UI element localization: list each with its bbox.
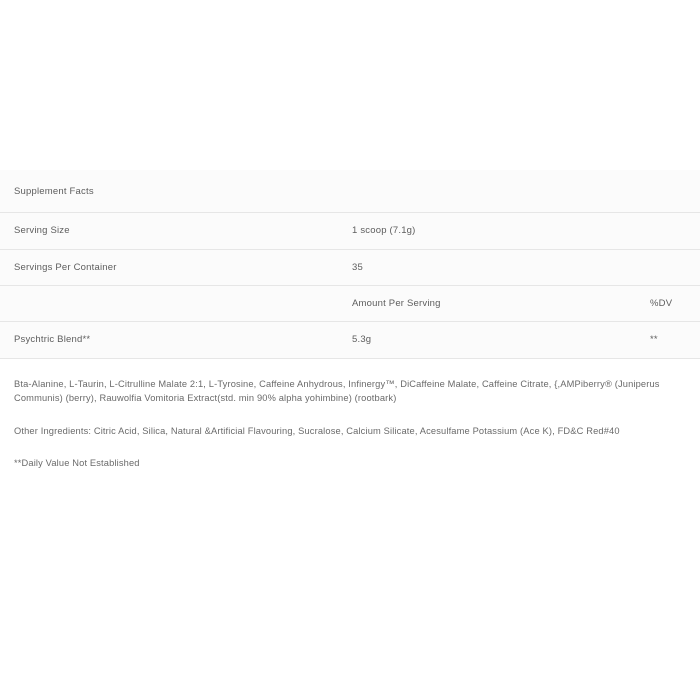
row-label: Servings Per Container xyxy=(0,249,338,285)
supplement-facts-table xyxy=(0,170,700,359)
supplement-facts-title-spacer-2 xyxy=(636,170,700,213)
row-amount: Amount Per Serving xyxy=(338,286,636,322)
table-row xyxy=(0,213,700,249)
supplement-facts-title-spacer-1 xyxy=(338,170,636,213)
row-label: Psychtric Blend** xyxy=(0,322,338,358)
daily-value-note: **Daily Value Not Established xyxy=(14,457,140,468)
row-dv: %DV xyxy=(636,286,700,322)
table-row xyxy=(0,286,700,322)
row-label xyxy=(0,286,338,322)
supplement-facts-title: Supplement Facts xyxy=(0,170,338,213)
row-dv xyxy=(636,213,700,249)
supplement-notes xyxy=(0,359,700,471)
row-amount: 1 scoop (7.1g) xyxy=(338,213,636,249)
table-row xyxy=(0,170,700,213)
row-dv: ** xyxy=(636,322,700,358)
table-row xyxy=(0,249,700,285)
row-label: Serving Size xyxy=(0,213,338,249)
row-amount: 35 xyxy=(338,249,636,285)
row-amount: 5.3g xyxy=(338,322,636,358)
blend-ingredients-note: Bta-Alanine, L-Taurin, L-Citrulline Malate 2:1, L-Tyrosine, Caffeine Anhydrous, Infinergy™, DiCaffeine Malate, Caffeine Citrate, {,AMPiberry® (Juniperus Communis) (berry), Rauwolfia Vomitoria Extract(std. min 90% alpha yohimbine) (rootbark) xyxy=(14,378,660,404)
other-ingredients-note: Other Ingredients: Citric Acid, Silica, Natural &Artificial Flavouring, Sucralose, Calcium Silicate, Acesulfame Potassium (Ace K), FD&C Red#40 xyxy=(14,425,620,436)
row-dv xyxy=(636,249,700,285)
supplement-facts-panel xyxy=(0,170,700,488)
table-row xyxy=(0,322,700,358)
